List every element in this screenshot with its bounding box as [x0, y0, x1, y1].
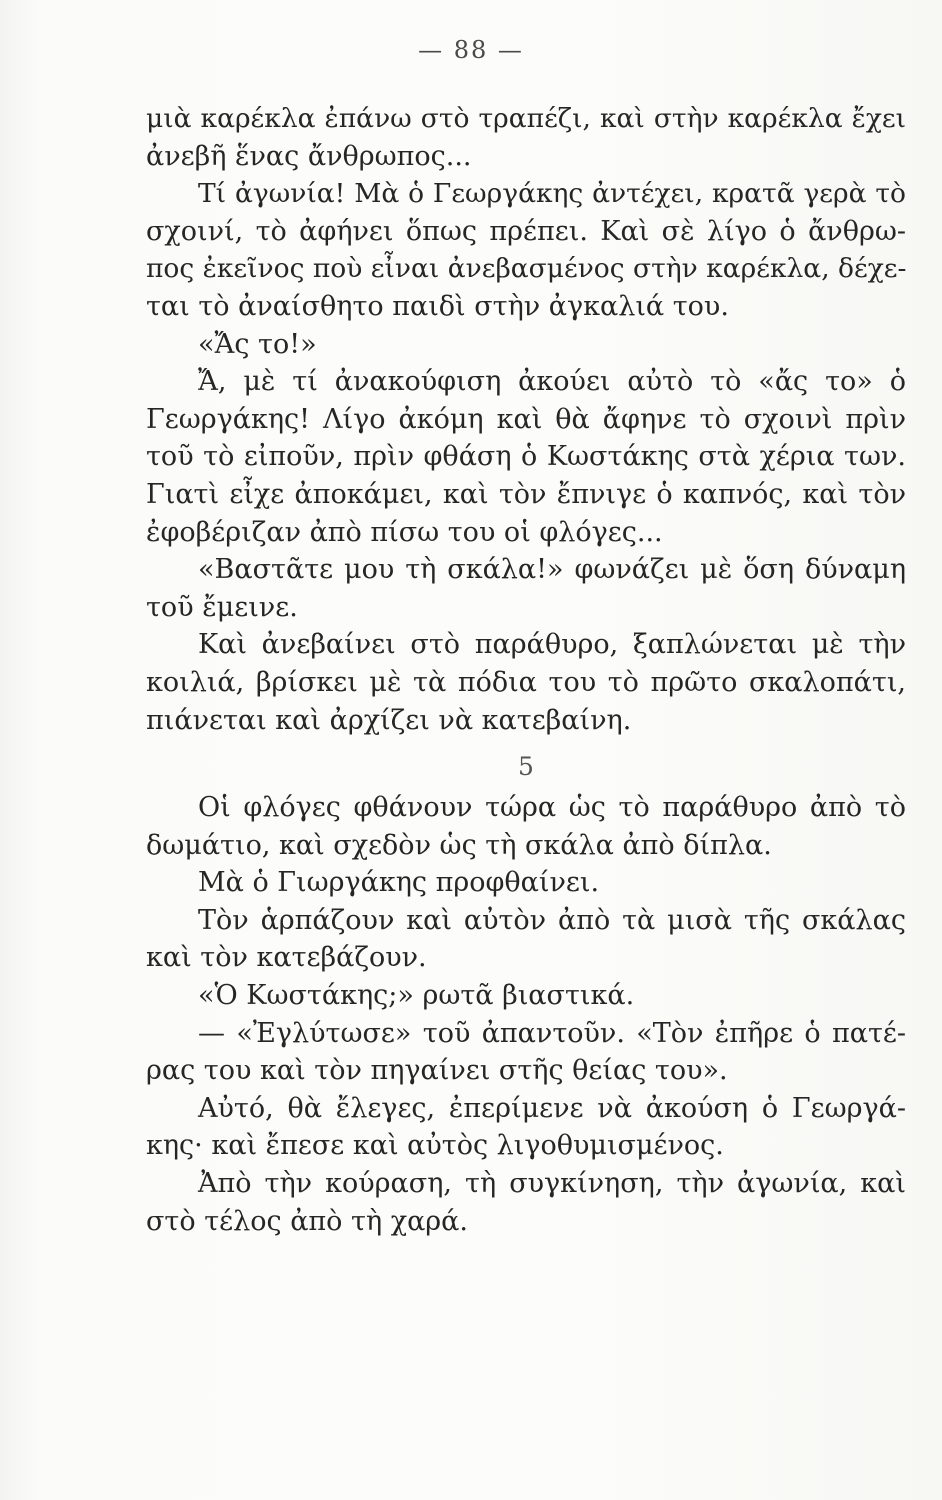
- text-line: Ἄ, μὲ τί ἀνακούφιση ἀκούει αὐτὸ τὸ «ἄς το» ὁ: [198, 366, 906, 398]
- text-line: Οἱ φλόγες φθάνουν τώρα ὡς τὸ παράθυρο ἀπὸ τὸ: [198, 792, 906, 824]
- text-line: σχοινί, τὸ ἀφήνει ὅπως πρέπει. Καὶ σὲ λίγο ὁ ἄνθρω-: [146, 215, 906, 247]
- text-line: ἐφοβέριζαν ἀπὸ πίσω του οἱ φλόγες...: [146, 516, 663, 548]
- text-line: στὸ τέλος ἀπὸ τὴ χαρά.: [146, 1205, 468, 1237]
- body-text: [146, 100, 906, 1240]
- text-line: καὶ τὸν κατεβάζουν.: [146, 942, 427, 974]
- text-line: Τί ἀγωνία! Μὰ ὁ Γεωργάκης ἀντέχει, κρατᾶ γερὰ τὸ: [198, 178, 906, 210]
- text-line: — «Ἐγλύτωσε» τοῦ ἀπαντοῦν. «Τὸν ἐπῆρε ὁ πατέ-: [198, 1017, 906, 1049]
- text-line: πιάνεται καὶ ἀρχίζει νὰ κατεβαίνη.: [146, 704, 632, 736]
- text-line: κοιλιά, βρίσκει μὲ τὰ πόδια του τὸ πρῶτο σκαλοπάτι,: [146, 666, 906, 698]
- text-line: Τὸν ἁρπάζουν καὶ αὐτὸν ἀπὸ τὰ μισὰ τῆς σκάλας: [198, 904, 906, 936]
- text-line: Αὐτό, θὰ ἔλεγες, ἐπερίμενε νὰ ἀκούση ὁ Γεωργά-: [198, 1092, 906, 1124]
- text-line: Καὶ ἀνεβαίνει στὸ παράθυρο, ξαπλώνεται μὲ τὴν: [198, 629, 906, 661]
- text-section-bottom: [146, 789, 906, 1240]
- text-line: Μὰ ὁ Γιωργάκης προφθαίνει.: [198, 867, 600, 899]
- text-line: τοῦ ἔμεινε.: [146, 591, 298, 623]
- text-line: μιὰ καρέκλα ἐπάνω στὸ τραπέζι, καὶ στὴν καρέκλα ἔχει: [146, 103, 906, 134]
- text-line: τοῦ τὸ εἰποῦν, πρὶν φθάση ὁ Κωστάκης στὰ χέρια των.: [146, 441, 906, 473]
- page-number: — 88 —: [418, 36, 524, 64]
- text-line: Γιατὶ εἶχε ἀποκάμει, καὶ τὸν ἔπνιγε ὁ καπνός, καὶ τὸν: [146, 478, 906, 510]
- text-line: Ἀπὸ τὴν κούραση, τὴ συγκίνηση, τὴν ἀγωνία, καὶ: [198, 1168, 906, 1200]
- text-line: πος ἐκεῖνος ποὺ εἶναι ἀνεβασμένος στὴν καρέκλα, δέχε-: [146, 253, 906, 285]
- text-line: ρας του καὶ τὸν πηγαίνει στῆς θείας του».: [146, 1055, 728, 1087]
- text-line: ἀνεβῆ ἕνας ἄνθρωπος...: [146, 140, 472, 172]
- text-line: «Βαστᾶτε μου τὴ σκάλα!» φωνάζει μὲ ὅση δύναμη: [198, 554, 906, 586]
- text-line: κης· καὶ ἔπεσε καὶ αὐτὸς λιγοθυμισμένος.: [146, 1130, 724, 1162]
- text-line: ται τὸ ἀναίσθητο παιδὶ στὴν ἀγκαλιά του.: [146, 290, 729, 322]
- text-line: «Ἄς το!»: [198, 328, 317, 360]
- text-line: «Ὁ Κωστάκης;» ρωτᾶ βιαστικά.: [198, 980, 635, 1012]
- section-number: 5: [518, 752, 534, 782]
- text-section-top: [146, 100, 906, 739]
- text-line: Γεωργάκης! Λίγο ἀκόμη καὶ θὰ ἄφηνε τὸ σχοινὶ πρὶν: [146, 403, 906, 435]
- text-line: δωμάτιο, καὶ σχεδὸν ὡς τὴ σκάλα ἀπὸ δίπλα.: [146, 829, 772, 861]
